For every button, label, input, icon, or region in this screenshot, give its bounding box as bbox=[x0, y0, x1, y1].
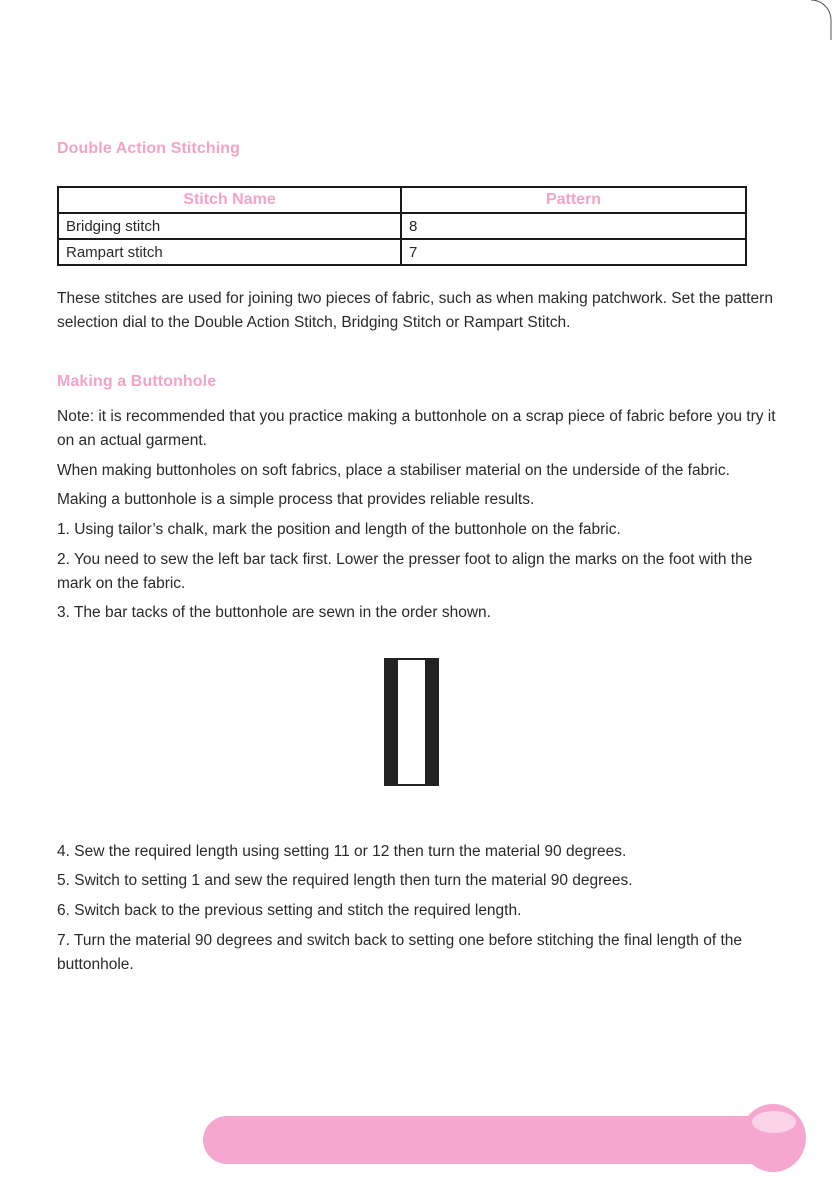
paragraph-soft-fabrics: When making buttonholes on soft fabrics, place a stabiliser material on the underside of the fabric. bbox=[57, 462, 730, 479]
pattern-cell: 7 bbox=[401, 239, 746, 265]
header-stitch-name: Stitch Name bbox=[58, 187, 401, 213]
section-title-buttonhole: Making a Buttonhole bbox=[57, 373, 217, 390]
crop-mark-top-right bbox=[811, 0, 831, 40]
page-tab-highlight bbox=[752, 1111, 796, 1133]
paragraph-note: Note: it is recommended that you practice making a buttonhole on a scrap piece of fabric before you try it on an actual garment. bbox=[57, 408, 776, 449]
buttonhole-slot bbox=[398, 660, 425, 784]
buttonhole-diagram bbox=[384, 658, 439, 786]
stitch-table bbox=[57, 186, 747, 266]
step-7: 7. Turn the material 90 degrees and switch back to setting one before stitching the final length of the buttonhole. bbox=[57, 932, 743, 973]
double-action-description: These stitches are used for joining two pieces of fabric, such as when making patchwork. Set the pattern selection dial to the Double Action Stitch, Bridging Stitch or Rampart Stitch. bbox=[57, 290, 773, 331]
table-header-row bbox=[58, 187, 746, 213]
step-1: 1. Using tailor’s chalk, mark the position and length of the buttonhole on the fabric. bbox=[57, 521, 621, 538]
stitch-name-cell: Bridging stitch bbox=[58, 213, 401, 239]
crop-marks bbox=[0, 0, 839, 60]
step-6: 6. Switch back to the previous setting and stitch the required length. bbox=[57, 902, 522, 919]
footer-bar bbox=[203, 1116, 783, 1164]
step-5: 5. Switch to setting 1 and sew the required length then turn the material 90 degrees. bbox=[57, 872, 633, 889]
table-row bbox=[58, 213, 746, 239]
paragraph-simple-process: Making a buttonhole is a simple process that provides reliable results. bbox=[57, 491, 535, 508]
header-pattern: Pattern bbox=[401, 187, 746, 213]
table-row bbox=[58, 239, 746, 265]
pattern-cell: 8 bbox=[401, 213, 746, 239]
step-3: 3. The bar tacks of the buttonhole are sewn in the order shown. bbox=[57, 604, 491, 621]
step-2: 2. You need to sew the left bar tack first. Lower the presser foot to align the marks on the foot with the mark on the fabric. bbox=[57, 551, 753, 592]
step-4: 4. Sew the required length using setting 11 or 12 then turn the material 90 degrees. bbox=[57, 843, 627, 860]
stitch-name-cell: Rampart stitch bbox=[58, 239, 401, 265]
section-title-double-action: Double Action Stitching bbox=[57, 140, 241, 157]
